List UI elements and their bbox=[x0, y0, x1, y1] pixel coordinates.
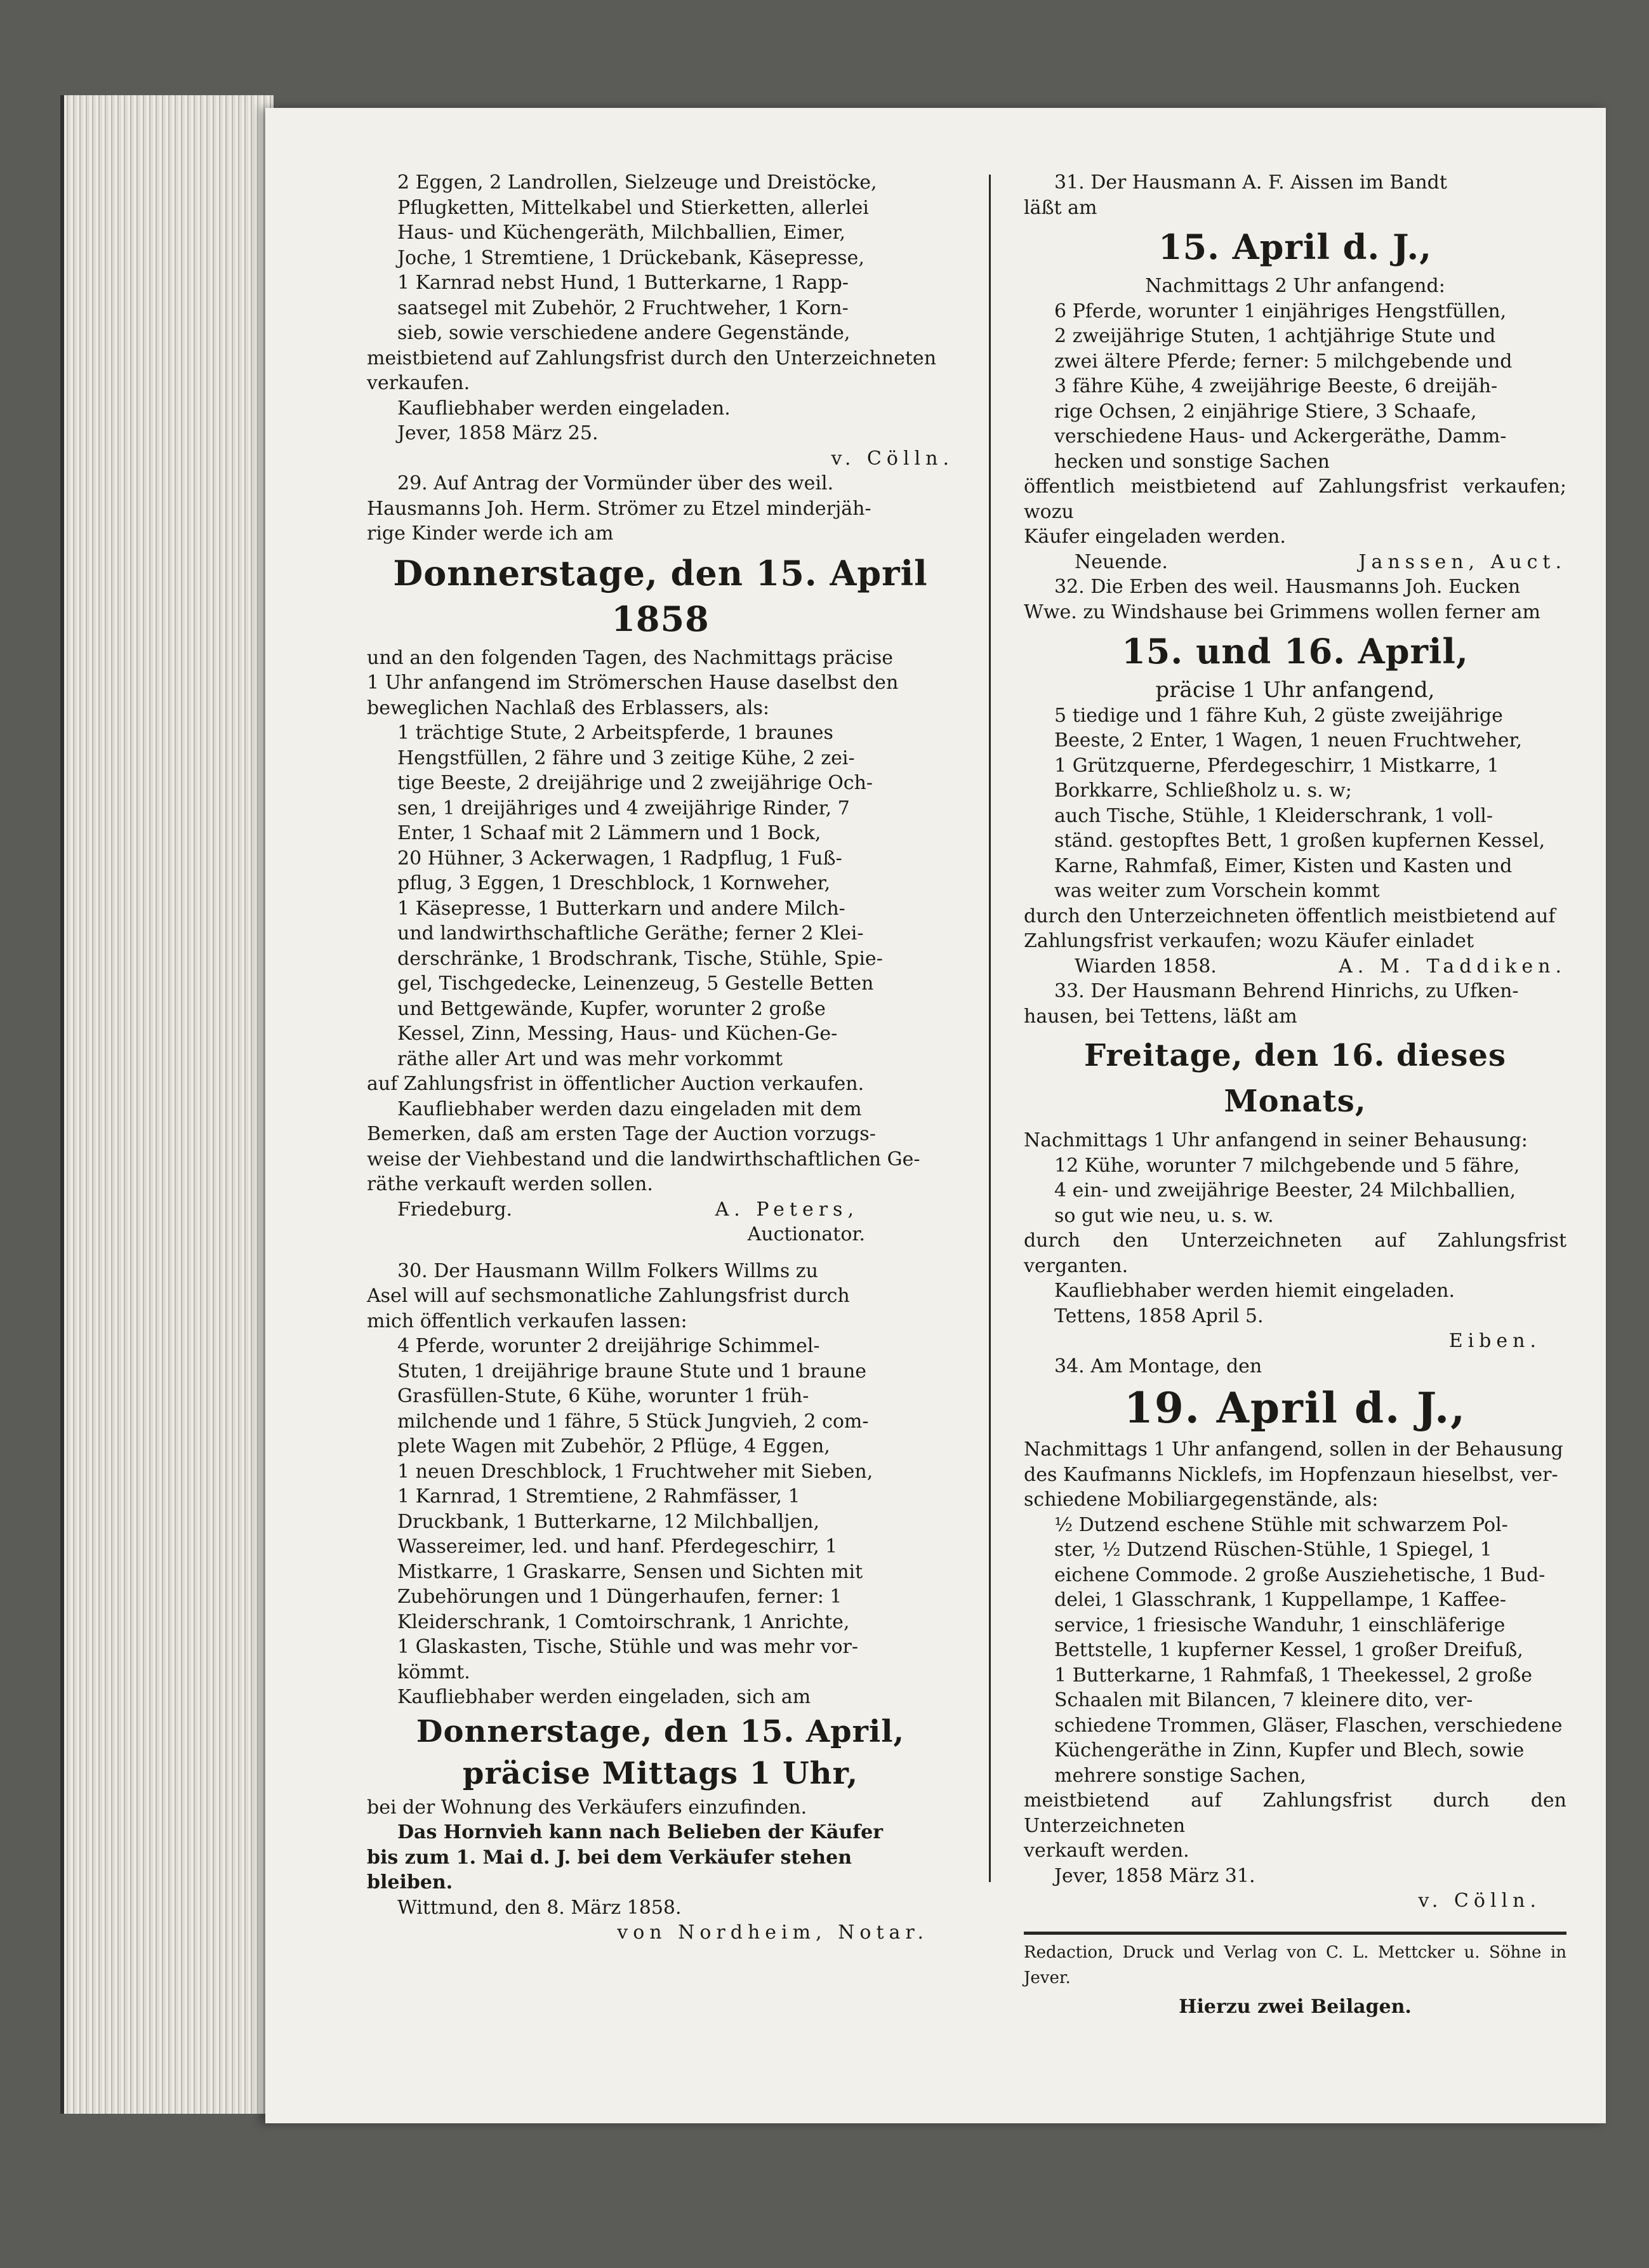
text-line: bis zum 1. Mai d. J. bei dem Verkäufer stehen bbox=[367, 1846, 852, 1869]
item-line: räthe aller Art und was mehr vorkommt bbox=[397, 1047, 783, 1070]
item-line: 1 Käsepresse, 1 Butterkarn und andere Milch- bbox=[397, 897, 845, 920]
item-line: hecken und sonstige Sachen bbox=[1054, 450, 1330, 473]
text-line: 29. Auf Antrag der Vormünder über des weil. bbox=[397, 472, 834, 494]
text-line: auf Zahlungsfrist in öffentlicher Auction verkaufen. bbox=[367, 1073, 864, 1095]
text-line: Bemerken, daß am ersten Tage der Auction vorzugs- bbox=[367, 1123, 876, 1145]
text-line: läßt am bbox=[1024, 196, 1097, 219]
auction-date-heading: 19. April d. J., bbox=[1123, 1383, 1467, 1433]
item-line: plete Wagen mit Zubehör, 2 Pflüge, 4 Eggen, bbox=[397, 1435, 830, 1457]
item-line: verschiedene Haus- und Ackergeräthe, Damm- bbox=[1054, 425, 1507, 448]
item-line: und landwirthschaftliche Geräthe; ferner 2 Klei- bbox=[397, 922, 864, 945]
item-line: 1 trächtige Stute, 2 Arbeitspferde, 1 braunes bbox=[397, 722, 833, 744]
item-line: pflug, 3 Eggen, 1 Dreschblock, 1 Kornweher, bbox=[397, 872, 831, 894]
signature: v. Cölln. bbox=[831, 447, 954, 470]
text-line: Nachmittags 1 Uhr anfangend, sollen in der Behausung bbox=[1024, 1438, 1563, 1461]
text-line: durch den Unterzeichneten öffentlich meistbietend auf bbox=[1024, 905, 1556, 927]
text-line: Wwe. zu Windshause bei Grimmens wollen ferner am bbox=[1024, 600, 1540, 623]
imprint-line: Redaction, Druck und Verlag von C. L. Mettcker u. Söhne in Jever. bbox=[1024, 1942, 1566, 1987]
item-line: 1 Glaskasten, Tische, Stühle und was mehr vor- bbox=[397, 1636, 858, 1658]
book-page-edges bbox=[60, 95, 274, 2114]
text-line: räthe verkauft werden sollen. bbox=[367, 1173, 653, 1195]
item-line: rige Ochsen, 2 einjährige Stiere, 3 Schaafe, bbox=[1054, 400, 1477, 423]
item-line: Mistkarre, 1 Graskarre, Sensen und Sichten mit bbox=[397, 1560, 863, 1583]
text-line: verkaufen. bbox=[367, 372, 470, 394]
page-sheet bbox=[265, 108, 1606, 2123]
time-line: Nachmittags 2 Uhr anfangend: bbox=[1145, 275, 1445, 297]
item-line: 4 Pferde, worunter 2 dreijährige Schimmel- bbox=[397, 1335, 820, 1357]
text-line: hausen, bei Tettens, läßt am bbox=[1024, 1005, 1297, 1028]
text-line: 32. Die Erben des weil. Hausmanns Joh. Eucken bbox=[1054, 576, 1521, 598]
left-column bbox=[367, 170, 954, 1946]
item-line: Schaalen mit Bilancen, 7 kleinere dito, ver- bbox=[1054, 1689, 1473, 1711]
item-line: 4 ein- und zweijährige Beester, 24 Milchballien, bbox=[1054, 1179, 1516, 1202]
text-line: verkauft werden. bbox=[1024, 1840, 1189, 1862]
item-line: und Bettgewände, Kupfer, worunter 2 große bbox=[397, 997, 826, 1020]
column-divider bbox=[989, 175, 991, 1882]
invitation: Kaufliebhaber werden eingeladen. bbox=[397, 397, 731, 420]
text-line: Kaufliebhaber werden dazu eingeladen mit dem bbox=[397, 1098, 862, 1120]
item-line: was weiter zum Vorschein kommt bbox=[1054, 880, 1380, 902]
item-line: delei, 1 Glasschrank, 1 Kuppellampe, 1 Kaffee- bbox=[1054, 1589, 1507, 1611]
text-line: und an den folgenden Tagen, des Nachmittags präcise bbox=[367, 646, 894, 669]
text-line: 31. Der Hausmann A. F. Aissen im Bandt bbox=[1054, 171, 1447, 194]
item-line: ständ. gestopftes Bett, 1 großen kupfernen Kessel, bbox=[1054, 830, 1546, 852]
signature: Janssen, Auct. bbox=[1358, 550, 1566, 573]
item-line: Kessel, Zinn, Messing, Haus- und Küchen-Ge- bbox=[397, 1023, 838, 1045]
item-line: Küchengeräthe in Zinn, Kupfer und Blech, sowie bbox=[1054, 1739, 1525, 1761]
notice-34 bbox=[1024, 1354, 1566, 1914]
item-line: 12 Kühe, worunter 7 milchgebende und 5 fähre, bbox=[1054, 1154, 1520, 1177]
item-line: Kleiderschrank, 1 Comtoirschrank, 1 Anrichte, bbox=[397, 1610, 850, 1633]
text-line: 2 Eggen, 2 Landrollen, Sielzeuge und Dreistöcke, bbox=[397, 171, 877, 194]
supplements-note: Hierzu zwei Beilagen. bbox=[1179, 1995, 1412, 2018]
signer-role: Auctionator. bbox=[747, 1223, 865, 1245]
place-date: Jever, 1858 März 31. bbox=[1054, 1864, 1255, 1887]
item-line: Karne, Rahmfaß, Eimer, Kisten und Kasten und bbox=[1054, 854, 1513, 877]
text-line: 1 Karnrad nebst Hund, 1 Butterkarne, 1 Rapp- bbox=[397, 272, 849, 294]
text-line: weise der Viehbestand und die landwirthschaftlichen Ge- bbox=[367, 1148, 920, 1170]
invitation: Kaufliebhaber werden eingeladen, sich am bbox=[397, 1686, 811, 1708]
item-line: tige Beeste, 2 dreijährige und 2 zweijährige Och- bbox=[397, 772, 873, 794]
text-line: 34. Am Montage, den bbox=[1054, 1355, 1262, 1377]
notice-30 bbox=[367, 1259, 954, 1946]
text-line: schiedene Mobiliargegenstände, als: bbox=[1024, 1489, 1379, 1511]
auction-date-heading: Donnerstage, den 15. April 1858 bbox=[393, 552, 928, 639]
text-line: Zahlungsfrist verkaufen; wozu Käufer einladet bbox=[1024, 930, 1474, 952]
invitation: Kaufliebhaber werden hiemit eingeladen. bbox=[1054, 1280, 1455, 1302]
continued-notice bbox=[367, 170, 954, 471]
place-date: Jever, 1858 März 25. bbox=[397, 422, 599, 444]
item-line: service, 1 friesische Wanduhr, 1 einschläferige bbox=[1054, 1614, 1506, 1636]
text-line: öffentlich meistbietend auf Zahlungsfrist verkaufen; wozu bbox=[1024, 475, 1566, 523]
item-line: Bettstelle, 1 kupferner Kessel, 1 großer Dreifuß, bbox=[1054, 1639, 1523, 1661]
text-line: saatsegel mit Zubehör, 2 Fruchtweher, 1 Korn- bbox=[397, 296, 849, 319]
item-line: Borkkarre, Schließholz u. s. w; bbox=[1054, 779, 1352, 802]
text-line: mich öffentlich verkaufen lassen: bbox=[367, 1310, 687, 1332]
text-line: Käufer eingeladen werden. bbox=[1024, 526, 1286, 548]
item-line: zwei ältere Pferde; ferner: 5 milchgebende und bbox=[1054, 350, 1513, 373]
auction-date-heading: Freitage, den 16. dieses Monats, bbox=[1084, 1038, 1506, 1119]
text-line: beweglichen Nachlaß des Erblassers, als: bbox=[367, 696, 769, 719]
item-line: kömmt. bbox=[397, 1661, 470, 1683]
item-line: Hengstfüllen, 2 fähre und 3 zeitige Kühe, 2 zei- bbox=[397, 746, 855, 769]
item-line: eichene Commode. 2 große Ausziehetische, 1 Bud- bbox=[1054, 1563, 1546, 1586]
text-line: bleiben. bbox=[367, 1871, 453, 1893]
item-line: 5 tiedige und 1 fähre Kuh, 2 güste zweijährige bbox=[1054, 704, 1503, 727]
item-line: auch Tische, Stühle, 1 Kleiderschrank, 1 voll- bbox=[1054, 804, 1493, 827]
item-line: ½ Dutzend eschene Stühle mit schwarzem Pol- bbox=[1054, 1513, 1508, 1536]
item-line: 1 Butterkarne, 1 Rahmfaß, 1 Theekessel, 2 große bbox=[1054, 1664, 1533, 1687]
item-line: Zubehörungen und 1 Düngerhaufen, ferner: 1 bbox=[397, 1586, 842, 1608]
item-line: 1 neuen Dreschblock, 1 Fruchtweher mit Sieben, bbox=[397, 1460, 873, 1483]
item-line: Enter, 1 Schaaf mit 2 Lämmern und 1 Bock, bbox=[397, 822, 821, 844]
signature: A. M. Taddiken. bbox=[1339, 955, 1566, 978]
place: Neuende. bbox=[1075, 550, 1168, 573]
item-line: 20 Hühner, 3 Ackerwagen, 1 Radpflug, 1 Fuß- bbox=[397, 847, 842, 870]
text-line: Das Hornvieh kann nach Belieben der Käufer bbox=[397, 1821, 884, 1843]
auction-time-heading: präcise Mittags 1 Uhr, bbox=[462, 1755, 859, 1791]
place: Wiarden 1858. bbox=[1075, 955, 1217, 978]
signature: A. Peters, bbox=[715, 1198, 859, 1221]
text-line: Hausmanns Joh. Herm. Strömer zu Etzel minderjäh- bbox=[367, 497, 871, 520]
right-column bbox=[1024, 170, 1566, 2019]
notice-33 bbox=[1024, 979, 1566, 1354]
item-line: 1 Grützquerne, Pferdegeschirr, 1 Mistkarre, 1 bbox=[1054, 754, 1499, 777]
imprint-block bbox=[1024, 1932, 1566, 2020]
text-line: Haus- und Küchengeräth, Milchballien, Eimer, bbox=[397, 222, 846, 244]
time-line: präcise 1 Uhr anfangend, bbox=[1155, 677, 1435, 703]
item-line: 2 zweijährige Stuten, 1 achtjährige Stute und bbox=[1054, 325, 1496, 347]
text-line: Pflugketten, Mittelkabel und Stierketten, allerlei bbox=[397, 196, 869, 219]
signature: v. Cölln. bbox=[1418, 1890, 1541, 1912]
text-line: 1 Uhr anfangend im Strömerschen Hause daselbst den bbox=[367, 672, 899, 694]
item-line: ster, ½ Dutzend Rüschen-Stühle, 1 Spiegel, 1 bbox=[1054, 1539, 1492, 1561]
text-line: des Kaufmanns Nicklefs, im Hopfenzaun hieselbst, ver- bbox=[1024, 1463, 1558, 1486]
text-line: Joche, 1 Stremtiene, 1 Drückebank, Käsepresse, bbox=[397, 246, 864, 269]
place-date: Tettens, 1858 April 5. bbox=[1054, 1304, 1264, 1327]
item-line: so gut wie neu, u. s. w. bbox=[1054, 1204, 1274, 1227]
auction-date-heading: 15. April d. J., bbox=[1158, 227, 1432, 267]
item-line: derschränke, 1 Brodschrank, Tische, Stühle, Spie- bbox=[397, 947, 883, 970]
text-line: meistbietend auf Zahlungsfrist durch den Unterzeichneten bbox=[367, 347, 937, 369]
auction-date-heading: 15. und 16. April, bbox=[1122, 631, 1469, 672]
item-line: Druckbank, 1 Butterkarne, 12 Milchballjen, bbox=[397, 1510, 820, 1533]
place: Friedeburg. bbox=[397, 1198, 513, 1221]
notice-32 bbox=[1024, 574, 1566, 979]
time-line: Nachmittags 1 Uhr anfangend in seiner Behausung: bbox=[1024, 1129, 1528, 1151]
text-line: sieb, sowie verschiedene andere Gegenstände, bbox=[397, 322, 851, 344]
signature: Eiben. bbox=[1448, 1330, 1541, 1352]
notice-31 bbox=[1024, 170, 1566, 574]
item-line: mehrere sonstige Sachen, bbox=[1054, 1764, 1306, 1787]
text-line: bei der Wohnung des Verkäufers einzufinden. bbox=[367, 1796, 807, 1819]
text-line: durch den Unterzeichneten auf Zahlungsfrist verganten. bbox=[1024, 1230, 1566, 1277]
item-line: sen, 1 dreijähriges und 4 zweijährige Rinder, 7 bbox=[397, 797, 850, 819]
text-line: 33. Der Hausmann Behrend Hinrichs, zu Ufken- bbox=[1054, 980, 1519, 1002]
item-line: 1 Karnrad, 1 Stremtiene, 2 Rahmfässer, 1 bbox=[397, 1485, 800, 1508]
item-line: 3 fähre Kühe, 4 zweijährige Beeste, 6 dreijäh- bbox=[1054, 375, 1498, 397]
item-line: milchende und 1 fähre, 5 Stück Jungvieh, 2 com- bbox=[397, 1410, 869, 1433]
item-line: Stuten, 1 dreijährige braune Stute und 1 braune bbox=[397, 1360, 867, 1383]
item-line: schiedene Trommen, Gläser, Flaschen, verschiedene bbox=[1054, 1714, 1563, 1737]
item-line: Beeste, 2 Enter, 1 Wagen, 1 neuen Fruchtweher, bbox=[1054, 729, 1523, 752]
text-line: Asel will auf sechsmonatliche Zahlungsfrist durch bbox=[367, 1285, 850, 1307]
item-line: 6 Pferde, worunter 1 einjähriges Hengstfüllen, bbox=[1054, 300, 1507, 322]
item-line: Wassereimer, led. und hanf. Pferdegeschirr, 1 bbox=[397, 1535, 838, 1558]
text-line: 30. Der Hausmann Willm Folkers Willms zu bbox=[397, 1259, 818, 1282]
text-line: rige Kinder werde ich am bbox=[367, 522, 614, 545]
signature: von Nordheim, Notar. bbox=[617, 1921, 929, 1944]
notice-29 bbox=[367, 471, 954, 1247]
place-date: Wittmund, den 8. März 1858. bbox=[397, 1896, 682, 1919]
text-line: meistbietend auf Zahlungsfrist durch den Unterzeichneten bbox=[1024, 1789, 1566, 1837]
item-line: Grasfüllen-Stute, 6 Kühe, worunter 1 früh- bbox=[397, 1385, 809, 1407]
auction-date-heading: Donnerstage, den 15. April, bbox=[416, 1713, 905, 1749]
item-line: gel, Tischgedecke, Leinenzeug, 5 Gestelle Betten bbox=[397, 972, 874, 995]
